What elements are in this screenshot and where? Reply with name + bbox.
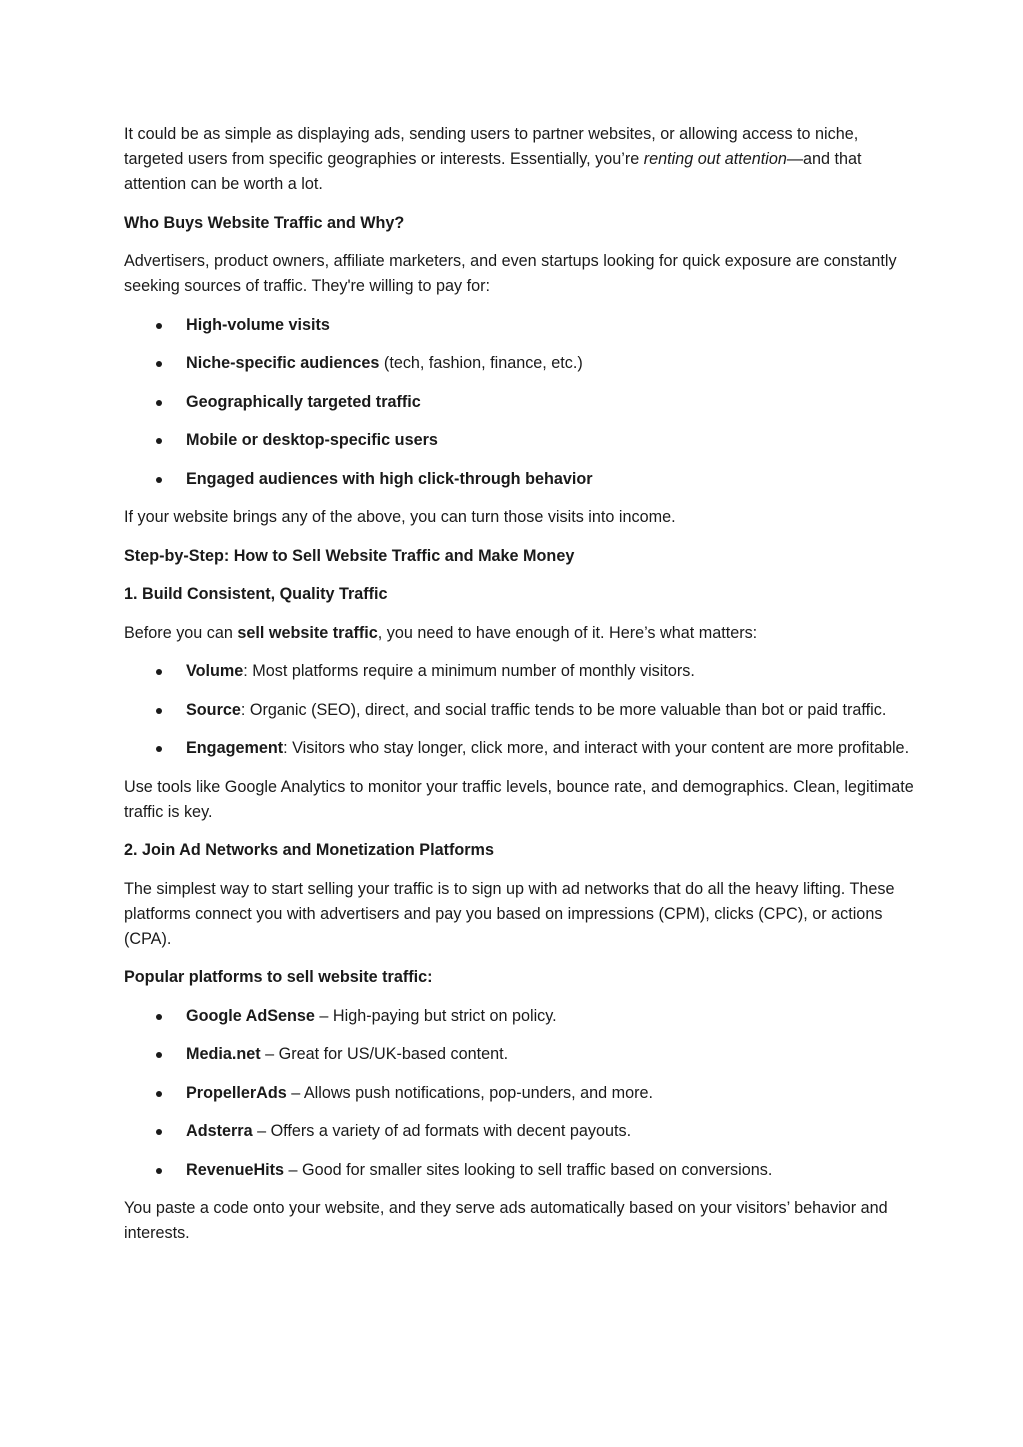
traffic-quality-list bbox=[124, 659, 914, 761]
bullet-icon bbox=[156, 1129, 162, 1135]
list-item: Geographically targeted traffic bbox=[124, 390, 914, 415]
step-1-closing: Use tools like Google Analytics to monitor your traffic levels, bounce rate, and demographics. Clean, legitimate traffic is key. bbox=[124, 777, 914, 821]
subheading-platforms: Popular platforms to sell website traffic: bbox=[124, 968, 433, 986]
list-item: Niche-specific audiences (tech, fashion, finance, etc.) bbox=[124, 351, 914, 376]
list-item: Volume: Most platforms require a minimum number of monthly visitors. bbox=[124, 659, 914, 684]
bullet-icon bbox=[156, 708, 162, 714]
platforms-list bbox=[124, 1004, 914, 1183]
list-item: Mobile or desktop-specific users bbox=[124, 428, 914, 453]
list-item: Google AdSense – High-paying but strict on policy. bbox=[124, 1004, 914, 1029]
bullet-icon bbox=[156, 1168, 162, 1174]
buyer-needs-list bbox=[124, 313, 914, 492]
who-buys-paragraph: Advertisers, product owners, affiliate marketers, and even startups looking for quick exposure are constantly seeking sources of traffic. They're willing to pay for: bbox=[124, 252, 897, 295]
list-item: Media.net – Great for US/UK-based content. bbox=[124, 1042, 914, 1067]
list-item: RevenueHits – Good for smaller sites looking to sell traffic based on conversions. bbox=[124, 1158, 914, 1183]
document-page bbox=[124, 122, 914, 1260]
intro-paragraph bbox=[124, 122, 914, 197]
who-buys-closing: If your website brings any of the above, you can turn those visits into income. bbox=[124, 508, 676, 526]
bullet-icon bbox=[156, 1014, 162, 1020]
bullet-icon bbox=[156, 477, 162, 483]
intro-text-end: —and that attention can be worth a lot. bbox=[124, 150, 862, 193]
bullet-icon bbox=[156, 323, 162, 329]
intro-text: It could be as simple as displaying ads, sending users to partner websites, or allowing access to niche, targeted users from specific geographies or interests. Essentially, you’re bbox=[124, 125, 859, 168]
bullet-icon bbox=[156, 400, 162, 406]
bullet-icon bbox=[156, 1091, 162, 1097]
step-1-paragraph: Before you can sell website traffic, you need to have enough of it. Here’s what matters: bbox=[124, 623, 758, 642]
list-item: PropellerAds – Allows push notifications, pop-unders, and more. bbox=[124, 1081, 914, 1106]
list-item: High-volume visits bbox=[124, 313, 914, 338]
bullet-icon bbox=[156, 746, 162, 752]
bullet-icon bbox=[156, 1052, 162, 1058]
step-2-paragraph: The simplest way to start selling your traffic is to sign up with ad networks that do all the heavy lifting. These platforms connect you with advertisers and pay you based on impressions (CPM), clicks (CPC), or actions (CPA). bbox=[124, 879, 895, 948]
list-item: Source: Organic (SEO), direct, and social traffic tends to be more valuable than bot or paid traffic. bbox=[124, 698, 914, 723]
bullet-icon bbox=[156, 669, 162, 675]
list-item: Engaged audiences with high click-through behavior bbox=[124, 467, 914, 492]
heading-step-2: 2. Join Ad Networks and Monetization Platforms bbox=[124, 841, 494, 859]
heading-step-1: 1. Build Consistent, Quality Traffic bbox=[124, 585, 388, 603]
bullet-icon bbox=[156, 438, 162, 444]
heading-step-by-step: Step-by-Step: How to Sell Website Traffic and Make Money bbox=[124, 546, 575, 565]
step-2-closing: You paste a code onto your website, and they serve ads automatically based on your visitors’ behavior and interests. bbox=[124, 1199, 888, 1242]
bullet-icon bbox=[156, 361, 162, 367]
heading-who-buys: Who Buys Website Traffic and Why? bbox=[124, 213, 405, 232]
list-item: Engagement: Visitors who stay longer, click more, and interact with your content are more profitable. bbox=[124, 736, 914, 761]
list-item: Adsterra – Offers a variety of ad formats with decent payouts. bbox=[124, 1119, 914, 1144]
intro-emphasis: renting out attention bbox=[643, 150, 787, 168]
